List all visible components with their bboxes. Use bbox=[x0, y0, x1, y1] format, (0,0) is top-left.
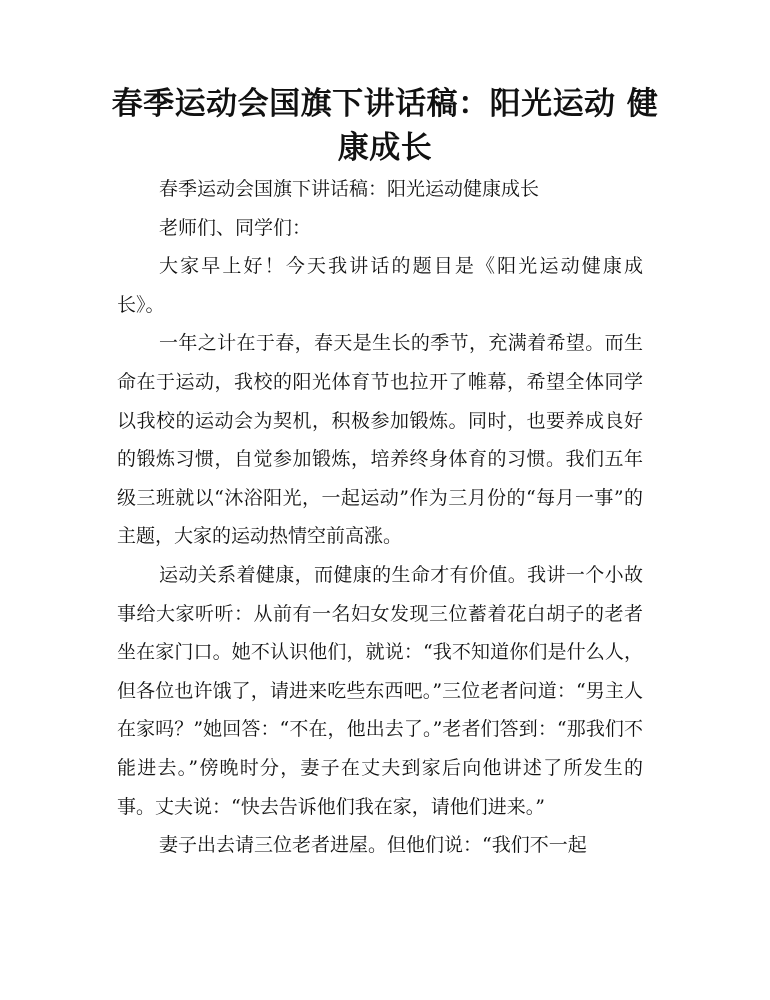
document-body bbox=[117, 170, 643, 865]
paragraph: 春季运动会国旗下讲话稿：阳光运动健康成长 bbox=[159, 178, 540, 200]
paragraph: 老师们、同学们： bbox=[159, 216, 312, 239]
paragraph: 大家早上好！今天我讲话的题目是《阳光运动健康成长》。 bbox=[117, 255, 643, 316]
paragraph: 运动关系着健康，而健康的生命才有价值。我讲一个小故事给大家听听：从前有一名妇女发现三位蓄着花白胡子的老者坐在家门口。她不认识他们，就说：“我不知道你们是什么人，但各位也许饿了，请进来吃些东西吧。”三位老者问道：“男主人在家吗？”她回答：“不在，他出去了。”老者们答到：“那我们不能进去。”傍晚时分，妻子在丈夫到家后向他讲述了所发生的事。丈夫说：“快去告诉他们我在家，请他们进来。” bbox=[117, 563, 643, 818]
document-title: 春季运动会国旗下讲话稿：阳光运动 健康成长 bbox=[111, 86, 659, 166]
paragraph: 妻子出去请三位老者进屋。但他们说：“我们不一起 bbox=[159, 834, 587, 857]
paragraph: 一年之计在于春，春天是生长的季节，充满着希望。而生命在于运动，我校的阳光体育节也拉开了帷幕，希望全体同学以我校的运动会为契机，积极参加锻炼。同时，也要养成良好的锻炼习惯，自觉参加锻炼，培养终身体育的习惯。我们五年级三班就以“沐浴阳光，一起运动”作为三月份的“每月一事”的主题，大家的运动热情空前高涨。 bbox=[117, 332, 643, 548]
